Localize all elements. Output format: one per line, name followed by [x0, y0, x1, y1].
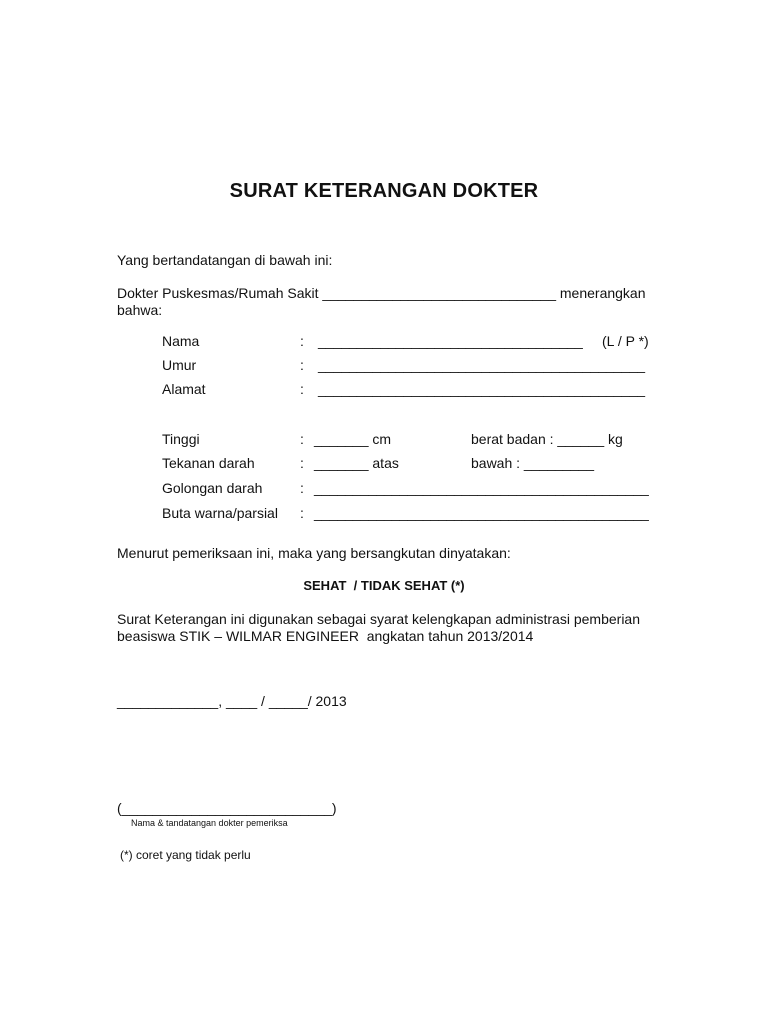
- field-label-tinggi: Tinggi: [162, 431, 200, 447]
- field-colon: :: [300, 333, 304, 349]
- statement-text: Menurut pemeriksaan ini, maka yang bersangkutan dinyatakan:: [117, 545, 511, 561]
- footnote: (*) coret yang tidak perlu: [120, 848, 251, 862]
- doctor-line: Dokter Puskesmas/Rumah Sakit ______________________________ menerangkan bahwa:: [117, 285, 646, 318]
- field-value-tekanan-bawah[interactable]: bawah : _________: [471, 455, 594, 471]
- field-value-alamat[interactable]: __________________________________________: [318, 381, 646, 397]
- field-label-buta-warna: Buta warna/parsial: [162, 505, 278, 521]
- field-value-nama[interactable]: __________________________________: [318, 333, 583, 349]
- date-line[interactable]: _____________, ____ / _____/ 2013: [117, 693, 347, 709]
- field-colon: :: [300, 357, 304, 373]
- field-colon: :: [300, 431, 304, 447]
- field-colon: :: [300, 480, 304, 496]
- field-colon: :: [300, 455, 304, 471]
- field-label-golongan: Golongan darah: [162, 480, 263, 496]
- field-value-golongan[interactable]: ___________________________________________: [314, 480, 649, 496]
- field-colon: :: [300, 505, 304, 521]
- field-value-buta-warna[interactable]: ___________________________________________: [314, 505, 649, 521]
- gender-option: (L / P *): [602, 333, 649, 349]
- field-berat-badan[interactable]: berat badan : ______ kg: [471, 431, 623, 447]
- field-label-umur: Umur: [162, 357, 197, 373]
- signature-caption: Nama & tandatangan dokter pemeriksa: [131, 818, 288, 828]
- field-value-umur[interactable]: __________________________________________: [318, 357, 646, 373]
- purpose-text: Surat Keterangan ini digunakan sebagai syarat kelengkapan administrasi pemberian beasiswa STIK – WILMAR ENGINEER angkatan tahun 2013/2014: [117, 611, 644, 644]
- field-label-tekanan: Tekanan darah: [162, 455, 255, 471]
- field-colon: :: [300, 381, 304, 397]
- field-label-nama: Nama: [162, 333, 200, 349]
- field-label-alamat: Alamat: [162, 381, 206, 397]
- field-value-tekanan-atas[interactable]: _______ atas: [314, 455, 399, 471]
- signature-line[interactable]: (___________________________): [117, 800, 337, 816]
- health-result: SEHAT / TIDAK SEHAT (*): [303, 578, 465, 593]
- intro-text: Yang bertandatangan di bawah ini:: [117, 252, 333, 268]
- field-value-tinggi[interactable]: _______ cm: [314, 431, 392, 447]
- document-title: SURAT KETERANGAN DOKTER: [229, 180, 539, 202]
